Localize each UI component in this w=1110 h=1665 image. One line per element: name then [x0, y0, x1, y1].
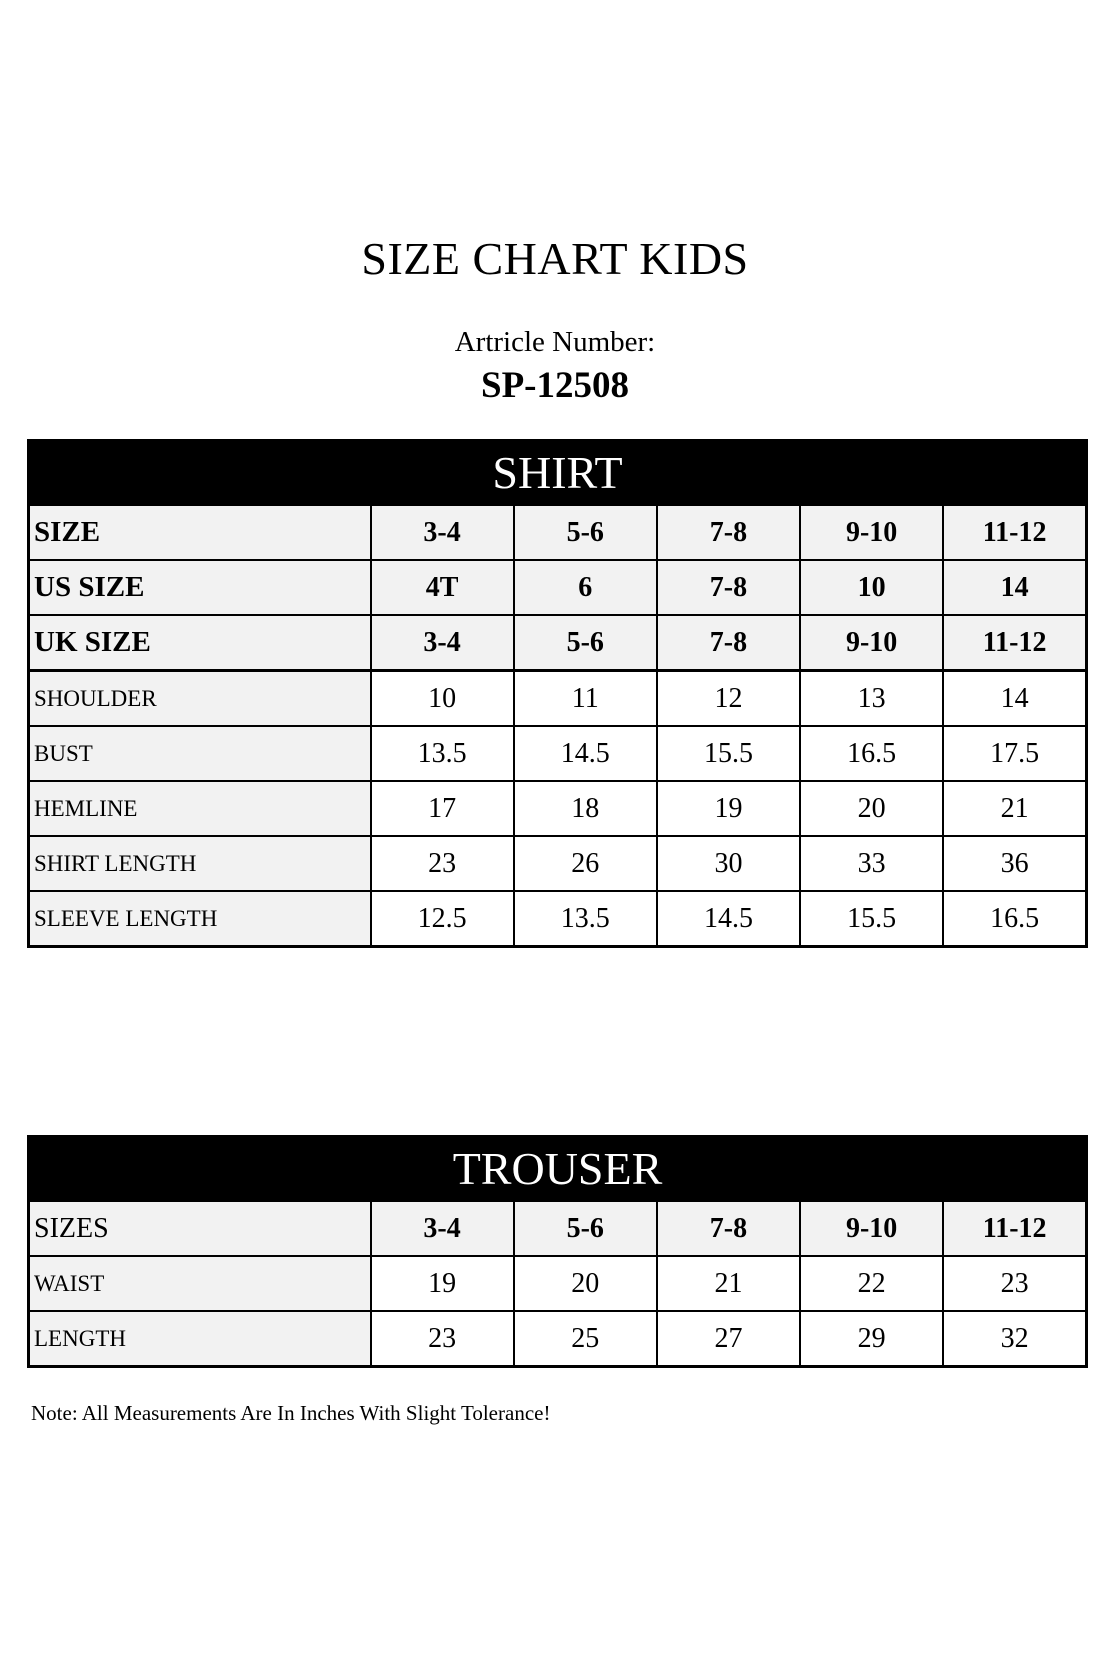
table-cell: 11-12 — [943, 1201, 1086, 1256]
row-label: SIZES — [29, 1201, 371, 1256]
table-cell: 9-10 — [800, 505, 943, 560]
shirt-length-row — [29, 836, 1087, 891]
table-cell: 22 — [800, 1256, 943, 1311]
table-cell: 3-4 — [371, 1201, 514, 1256]
table-cell: 9-10 — [800, 615, 943, 671]
table-cell: 23 — [371, 1311, 514, 1367]
shirt-hemline-row — [29, 781, 1087, 836]
table-cell: 13.5 — [371, 726, 514, 781]
table-cell: 26 — [514, 836, 657, 891]
row-label: SLEEVE LENGTH — [29, 891, 371, 947]
table-cell: 5-6 — [514, 615, 657, 671]
article-number-label: Artricle Number: — [454, 326, 656, 358]
table-cell: 19 — [371, 1256, 514, 1311]
table-cell: 16.5 — [800, 726, 943, 781]
table-cell: 36 — [943, 836, 1086, 891]
table-cell: 18 — [514, 781, 657, 836]
trouser-length-row — [29, 1311, 1087, 1367]
table-cell: 7-8 — [657, 560, 800, 615]
row-label: SHOULDER — [29, 671, 371, 727]
shirt-shoulder-row — [29, 671, 1087, 727]
row-label: US SIZE — [29, 560, 371, 615]
table-cell: 10 — [371, 671, 514, 727]
row-label: SHIRT LENGTH — [29, 836, 371, 891]
table-cell: 3-4 — [371, 615, 514, 671]
page-title: SIZE CHART KIDS — [361, 233, 749, 284]
table-cell: 9-10 — [800, 1201, 943, 1256]
table-cell: 27 — [657, 1311, 800, 1367]
table-cell: 12 — [657, 671, 800, 727]
table-cell: 12.5 — [371, 891, 514, 947]
table-cell: 6 — [514, 560, 657, 615]
trouser-section-heading: TROUSER — [29, 1137, 1087, 1202]
table-cell: 13 — [800, 671, 943, 727]
row-label: HEMLINE — [29, 781, 371, 836]
table-cell: 7-8 — [657, 1201, 800, 1256]
table-cell: 30 — [657, 836, 800, 891]
table-cell: 13.5 — [514, 891, 657, 947]
table-cell: 23 — [371, 836, 514, 891]
row-label: LENGTH — [29, 1311, 371, 1367]
article-number: SP-12508 — [481, 365, 629, 406]
table-cell: 17 — [371, 781, 514, 836]
table-cell: 14.5 — [657, 891, 800, 947]
shirt-size-row — [29, 505, 1087, 560]
table-cell: 5-6 — [514, 505, 657, 560]
shirt-section-heading: SHIRT — [29, 441, 1087, 506]
table-cell: 14.5 — [514, 726, 657, 781]
table-cell: 14 — [943, 560, 1086, 615]
table-cell: 25 — [514, 1311, 657, 1367]
table-cell: 21 — [943, 781, 1086, 836]
shirt-bust-row — [29, 726, 1087, 781]
table-cell: 17.5 — [943, 726, 1086, 781]
table-cell: 16.5 — [943, 891, 1086, 947]
shirt-us-size-row — [29, 560, 1087, 615]
shirt-size-table — [27, 439, 1088, 948]
table-cell: 11-12 — [943, 505, 1086, 560]
trouser-sizes-row — [29, 1201, 1087, 1256]
table-cell: 19 — [657, 781, 800, 836]
table-cell: 29 — [800, 1311, 943, 1367]
table-cell: 23 — [943, 1256, 1086, 1311]
shirt-sleeve-length-row — [29, 891, 1087, 947]
row-label: UK SIZE — [29, 615, 371, 671]
shirt-uk-size-row — [29, 615, 1087, 671]
row-label: WAIST — [29, 1256, 371, 1311]
table-cell: 20 — [514, 1256, 657, 1311]
table-cell: 3-4 — [371, 505, 514, 560]
row-label: SIZE — [29, 505, 371, 560]
table-cell: 20 — [800, 781, 943, 836]
table-cell: 33 — [800, 836, 943, 891]
table-cell: 32 — [943, 1311, 1086, 1367]
measurement-note: Note: All Measurements Are In Inches With Slight Tolerance! — [31, 1401, 551, 1425]
table-cell: 5-6 — [514, 1201, 657, 1256]
table-cell: 21 — [657, 1256, 800, 1311]
trouser-size-table — [27, 1135, 1088, 1368]
table-cell: 4T — [371, 560, 514, 615]
table-cell: 10 — [800, 560, 943, 615]
table-cell: 14 — [943, 671, 1086, 727]
table-cell: 11-12 — [943, 615, 1086, 671]
row-label: BUST — [29, 726, 371, 781]
table-cell: 11 — [514, 671, 657, 727]
table-cell: 7-8 — [657, 505, 800, 560]
trouser-waist-row — [29, 1256, 1087, 1311]
table-cell: 7-8 — [657, 615, 800, 671]
table-cell: 15.5 — [800, 891, 943, 947]
table-cell: 15.5 — [657, 726, 800, 781]
